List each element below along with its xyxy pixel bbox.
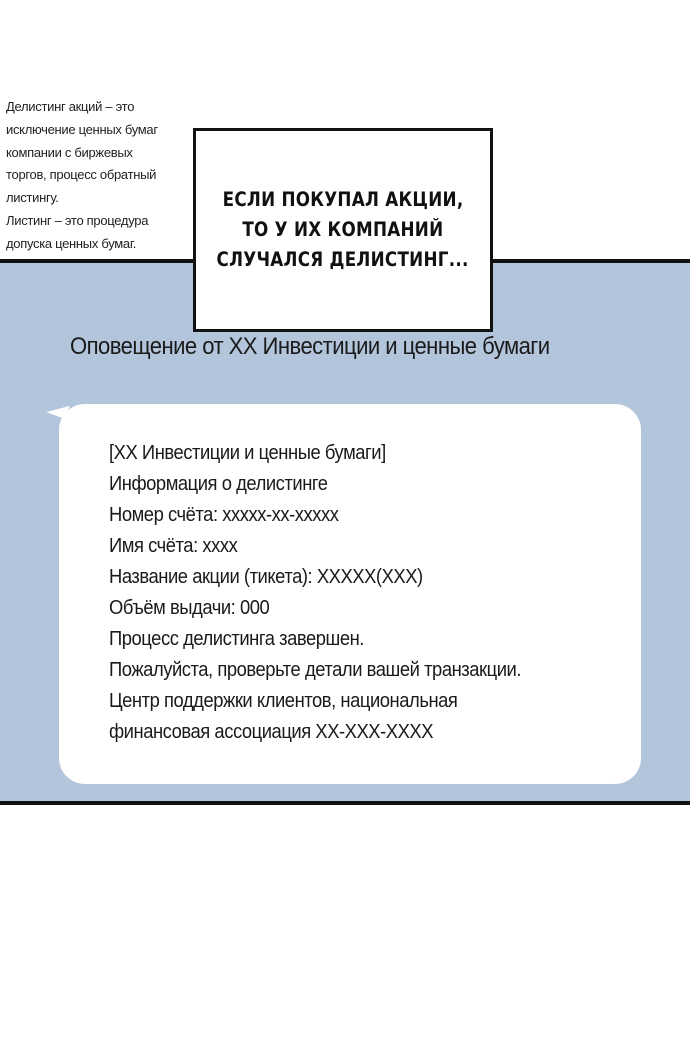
footnote-line: Делистинг акций – это (6, 99, 135, 114)
footnote-line: листингу. (6, 190, 59, 206)
footnote-text (6, 96, 186, 256)
message-line: Название акции (тикета): XXXXX(XXX) (109, 566, 423, 588)
message-line: Номер счёта: xxxxx-xx-xxxxx (109, 504, 339, 526)
message-line: [XX Инвестиции и ценные бумаги] (109, 442, 386, 464)
message-text (109, 438, 557, 748)
footnote-line: компании с биржевых (6, 144, 133, 160)
message-line: Процесс делистинга завершен. (109, 628, 364, 650)
footnote-line: Листинг – это процедура (6, 212, 149, 228)
footnote-line: исключение ценных бумаг (6, 121, 158, 137)
message-line: Объём выдачи: 000 (109, 597, 270, 619)
message-line: Информация о делистинге (109, 473, 328, 495)
message-line: Центр поддержки клиентов, национальная (109, 690, 458, 712)
message-line: финансовая ассоциация XX-XXX-XXXX (109, 721, 434, 743)
narration-line: ЕСЛИ ПОКУПАЛ АКЦИИ, (222, 188, 464, 211)
narration-line: СЛУЧАЛСЯ ДЕЛИСТИНГ... (216, 248, 470, 271)
footnote-line: допуска ценных бумаг. (6, 235, 137, 251)
narration-box (193, 128, 493, 332)
narration-line: ТО У ИХ КОМПАНИЙ (242, 218, 444, 241)
notification-title: Оповещение от XX Инвестиции и ценные бумаги (70, 333, 550, 360)
message-line: Имя счёта: xxxx (109, 535, 238, 557)
message-line: Пожалуйста, проверьте детали вашей транзакции. (109, 659, 522, 681)
footnote-line: торгов, процесс обратный (6, 167, 157, 183)
